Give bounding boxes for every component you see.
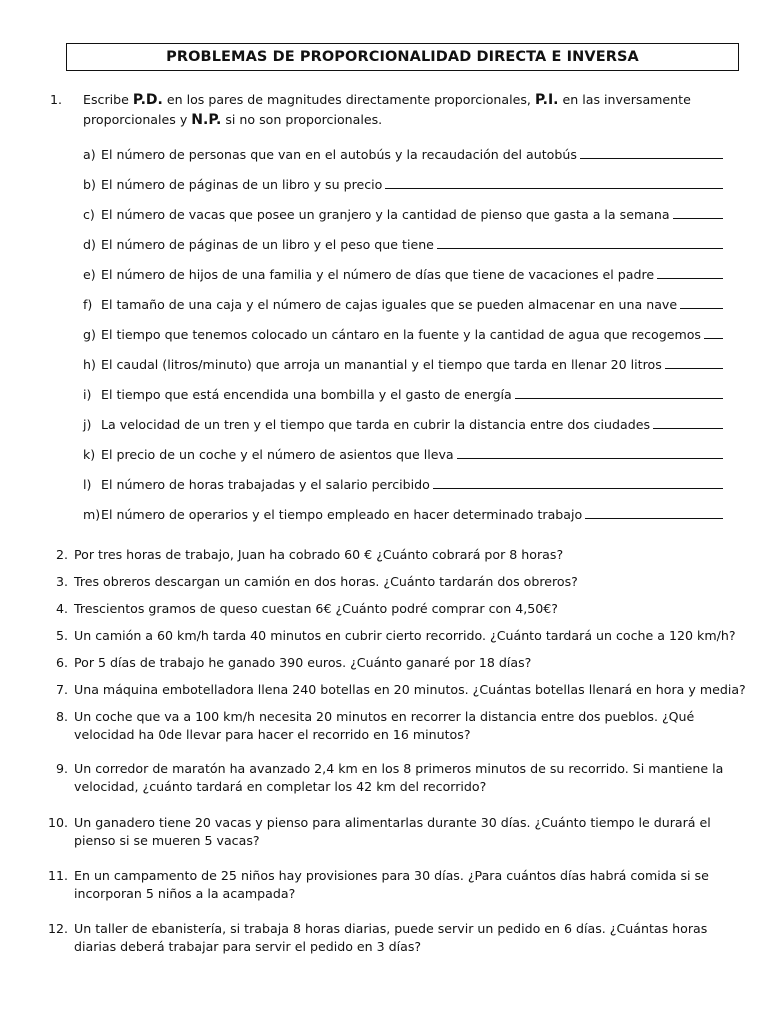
- item-text: El precio de un coche y el número de asientos que lleva: [101, 447, 454, 462]
- intro-part-4: si no son proporcionales.: [221, 112, 383, 127]
- problem-number: 5.: [55, 628, 68, 643]
- question-1-intro: [50, 90, 740, 130]
- answer-blank[interactable]: [437, 236, 723, 249]
- problem-text: Trescientos gramos de queso cuestan 6€ ¿Cuánto podré comprar con 4,50€?: [74, 601, 558, 616]
- pi-label: P.I.: [534, 92, 559, 108]
- item-letter: e): [83, 267, 96, 282]
- item-text: El número de operarios y el tiempo empleado en hacer determinado trabajo: [101, 507, 583, 522]
- answer-blank[interactable]: [680, 296, 723, 309]
- sub-item: [83, 446, 723, 462]
- sub-item: [83, 326, 723, 342]
- intro-part-1: Escribe: [83, 92, 133, 107]
- item-letter: j): [83, 417, 92, 432]
- problem-text: Una máquina embotelladora llena 240 botellas en 20 minutos. ¿Cuántas botellas llenará en hora y media?: [74, 682, 746, 697]
- item-text: El caudal (litros/minuto) que arroja un manantial y el tiempo que tarda en llenar 20 litros: [101, 357, 662, 372]
- sub-item: [83, 506, 723, 522]
- answer-blank[interactable]: [580, 146, 723, 159]
- problem-text: Un coche que va a 100 km/h necesita 20 minutos en recorrer la distancia entre dos pueblos. ¿Qué velocidad ha 0de llevar para hacer el recorrido en 16 minutos?: [74, 709, 695, 742]
- question-number: 1.: [50, 92, 63, 107]
- problem: [44, 546, 750, 564]
- answer-blank[interactable]: [653, 416, 723, 429]
- answer-blank[interactable]: [585, 506, 723, 519]
- answer-blank[interactable]: [665, 356, 723, 369]
- problem: [44, 573, 750, 591]
- item-text: El número de vacas que posee un granjero y la cantidad de pienso que gasta a la semana: [101, 207, 670, 222]
- problem: [44, 654, 750, 672]
- problem-number: 2.: [55, 547, 68, 562]
- problem-text: Un taller de ebanistería, si trabaja 8 horas diarias, puede servir un pedido en 6 días. ¿Cuántas horas diarias deberá trabajar para servir el pedido en 3 días?: [74, 921, 708, 954]
- problem-text: Un ganadero tiene 20 vacas y pienso para alimentarlas durante 30 días. ¿Cuánto tiempo le durará el pienso si se mueren 5 vacas?: [74, 815, 711, 848]
- item-text: El número de personas que van en el autobús y la recaudación del autobús: [101, 147, 577, 162]
- item-letter: f): [83, 297, 93, 312]
- problem-number: 12.: [47, 921, 68, 936]
- item-letter: c): [83, 207, 95, 222]
- item-letter: d): [83, 237, 96, 252]
- problem-number: 4.: [55, 601, 68, 616]
- item-text: El número de horas trabajadas y el salario percibido: [101, 477, 430, 492]
- problem: [44, 920, 750, 956]
- answer-blank[interactable]: [457, 446, 723, 459]
- problem: [44, 708, 750, 744]
- answer-blank[interactable]: [385, 176, 723, 189]
- item-text: El número de páginas de un libro y su precio: [101, 177, 383, 192]
- problem-number: 8.: [55, 709, 68, 724]
- sub-item: [83, 416, 723, 432]
- item-letter: m): [83, 507, 101, 522]
- sub-item: [83, 266, 723, 282]
- problem-text: Por tres horas de trabajo, Juan ha cobrado 60 € ¿Cuánto cobrará por 8 horas?: [74, 547, 564, 562]
- question-1-text: [83, 90, 740, 130]
- problem-text: En un campamento de 25 niños hay provisiones para 30 días. ¿Para cuántos días habrá comida si se incorporan 5 niños a la acampada?: [74, 868, 709, 901]
- answer-blank[interactable]: [433, 476, 723, 489]
- item-letter: h): [83, 357, 96, 372]
- problem: [44, 867, 750, 903]
- sub-item: [83, 176, 723, 192]
- np-label: N.P.: [191, 112, 222, 128]
- problem-number: 7.: [55, 682, 68, 697]
- intro-part-3: en las inversamente proporcionales y: [83, 92, 691, 127]
- answer-blank[interactable]: [673, 206, 723, 219]
- item-text: El número de hijos de una familia y el número de días que tiene de vacaciones el padre: [101, 267, 655, 282]
- sub-item: [83, 386, 723, 402]
- problem: [44, 760, 750, 796]
- pd-label: P.D.: [132, 92, 163, 108]
- problem-text: Un corredor de maratón ha avanzado 2,4 km en los 8 primeros minutos de su recorrido. Si mantiene la velocidad, ¿cuánto tardará en completar los 42 km del recorrido?: [74, 761, 724, 794]
- intro-part-2: en los pares de magnitudes directamente proporcionales,: [162, 92, 535, 107]
- item-letter: i): [83, 387, 92, 402]
- item-text: El tiempo que tenemos colocado un cántaro en la fuente y la cantidad de agua que recogemos: [101, 327, 701, 342]
- sub-item: [83, 476, 723, 492]
- problem: [44, 681, 750, 699]
- sub-item: [83, 236, 723, 252]
- answer-blank[interactable]: [657, 266, 723, 279]
- item-letter: a): [83, 147, 96, 162]
- item-letter: l): [83, 477, 92, 492]
- problem-number: 11.: [47, 868, 68, 883]
- problem-text: Por 5 días de trabajo he ganado 390 euros. ¿Cuánto ganaré por 18 días?: [74, 655, 532, 670]
- sub-item: [83, 146, 723, 162]
- problem-text: Un camión a 60 km/h tarda 40 minutos en cubrir cierto recorrido. ¿Cuánto tardará un coche a 120 km/h?: [74, 628, 736, 643]
- item-text: El número de páginas de un libro y el peso que tiene: [101, 237, 434, 252]
- problem-text: Tres obreros descargan un camión en dos horas. ¿Cuánto tardarán dos obreros?: [74, 574, 578, 589]
- sub-item: [83, 356, 723, 372]
- item-letter: g): [83, 327, 96, 342]
- problem: [44, 627, 750, 645]
- answer-blank[interactable]: [704, 326, 723, 339]
- item-letter: k): [83, 447, 96, 462]
- problem: [44, 600, 750, 618]
- sub-item: [83, 206, 723, 222]
- problem-number: 6.: [55, 655, 68, 670]
- sub-item: [83, 296, 723, 312]
- problem-number: 9.: [55, 761, 68, 776]
- problem: [44, 814, 750, 850]
- title-box: [66, 43, 739, 71]
- item-text: El tiempo que está encendida una bombilla y el gasto de energía: [101, 387, 512, 402]
- answer-blank[interactable]: [515, 386, 723, 399]
- item-text: El tamaño de una caja y el número de cajas iguales que se pueden almacenar en una nave: [101, 297, 678, 312]
- problem-number: 10.: [47, 815, 68, 830]
- item-text: La velocidad de un tren y el tiempo que tarda en cubrir la distancia entre dos ciudades: [101, 417, 651, 432]
- item-letter: b): [83, 177, 96, 192]
- page-title: PROBLEMAS DE PROPORCIONALIDAD DIRECTA E INVERSA: [166, 49, 639, 65]
- problem-number: 3.: [55, 574, 68, 589]
